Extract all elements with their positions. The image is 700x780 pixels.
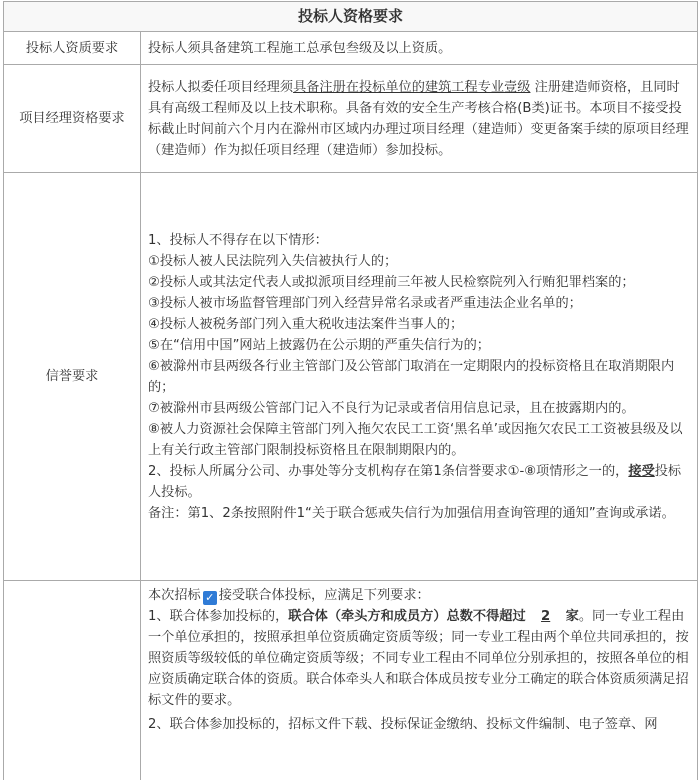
table-row	[4, 65, 698, 173]
credit-item-2-pre: 2、投标人所属分公司、办事处等分支机构存在第1条信誉要求①-⑧项情形之一的，	[148, 463, 629, 479]
credit-line: ⑦被滁州市县两级公管部门记入不良行为记录或者信用信息记录，且在披露期内的。	[148, 400, 635, 416]
table-title: 投标人资格要求	[4, 2, 698, 32]
consortium-content	[141, 581, 698, 780]
table-row	[4, 32, 698, 65]
consortium-intro-pre: 本次招标	[148, 588, 201, 603]
consortium-item-2: 2、联合体参加投标的，招标文件下载、投标保证金缴纳、投标文件编制、电子签章、网	[148, 717, 658, 732]
requirements-table	[3, 1, 698, 780]
pm-text	[141, 65, 698, 173]
consortium-item-1	[148, 606, 689, 711]
row-label-pm: 项目经理资格要求	[4, 65, 141, 173]
credit-item-2-bold: 接受	[628, 463, 655, 479]
consortium-intro	[148, 585, 689, 606]
pm-text-underlined: 具备注册在投标单位的建筑工程专业壹级	[293, 79, 531, 95]
credit-line: ②投标人或其法定代表人或拟派项目经理前三年被人民检察院列入行贿犯罪档案的；	[148, 274, 635, 290]
checkbox-checked-icon[interactable]: ✓	[203, 591, 217, 605]
credit-note: 备注：第1、2条按照附件1“关于联合惩戒失信行为加强信用查询管理的通知”查询或承诺。	[148, 505, 675, 521]
consortium-item-1-bold: 联合体（牵头方和成员方）总数不得超过	[288, 609, 526, 624]
consortium-item-1-unit: 家	[565, 609, 579, 624]
title-row	[4, 2, 698, 32]
consortium-intro-post: 接受联合体投标，应满足下列要求：	[218, 588, 430, 603]
credit-content	[141, 173, 698, 581]
credit-line: ⑧被人力资源社会保障主管部门列入拖欠农民工工资‘黑名单’或因拖欠农民工工资被县级及以上有关行政主管部门限制投标资格且在限制期限内的。	[148, 421, 683, 458]
credit-line: ⑤在“信用中国”网站上披露仍在公示期的严重失信行为的；	[148, 337, 490, 353]
credit-line: ⑥被滁州市县两级各行业主管部门及公管部门取消在一定期限内的投标资格且在取消期限内的；	[148, 358, 675, 395]
credit-item-2-post: 投标人投标。	[148, 463, 682, 500]
credit-line: ④投标人被税务部门列入重大税收违法案件当事人的；	[148, 316, 464, 332]
credit-line: ①投标人被人民法院列入失信被执行人的；	[148, 253, 398, 269]
consortium-max-count: 2	[541, 609, 551, 624]
consortium-item-1-pre: 1、联合体参加投标的，	[148, 609, 289, 624]
credit-line: ③投标人被市场监督管理部门列入经营异常名录或者严重违法企业名单的；	[148, 295, 582, 311]
row-label-consortium	[4, 581, 141, 780]
credit-line: 1、投标人不得存在以下情形：	[148, 232, 328, 248]
pm-text-pre: 投标人拟委任项目经理须	[148, 79, 294, 95]
consortium-item-1-post: 。同一专业工程由一个单位承担的，按照承担单位资质确定资质等级；同一专业工程由两个单位共同承担的，按照资质等级较低的单位确定资质等级；不同专业工程由不同单位分别承担的，按照各单位的相应资质确定联合体的资质。联合体牵头人和联合体成员按专业分工确定的联合体资质须满足招标文件的要求。	[148, 609, 689, 708]
row-label-credit: 信誉要求	[4, 173, 141, 581]
credit-item-2	[148, 461, 689, 503]
table-row	[4, 173, 698, 581]
table-row	[4, 581, 698, 780]
pm-text-post: 注册建造师资格，且同时具有高级工程师及以上技术职称。具备有效的安全生产考核合格(B类)证书。本项目不接受投标截止时间前六个月内在滁州市区域内办理过项目经理（建造师）变更备案手续的原项目经理（建造师）作为拟任项目经理（建造师）参加投标。	[148, 79, 689, 158]
row-label-qualification: 投标人资质要求	[4, 32, 141, 65]
qualification-text: 投标人须具备建筑工程施工总承包叁级及以上资质。	[141, 32, 698, 65]
